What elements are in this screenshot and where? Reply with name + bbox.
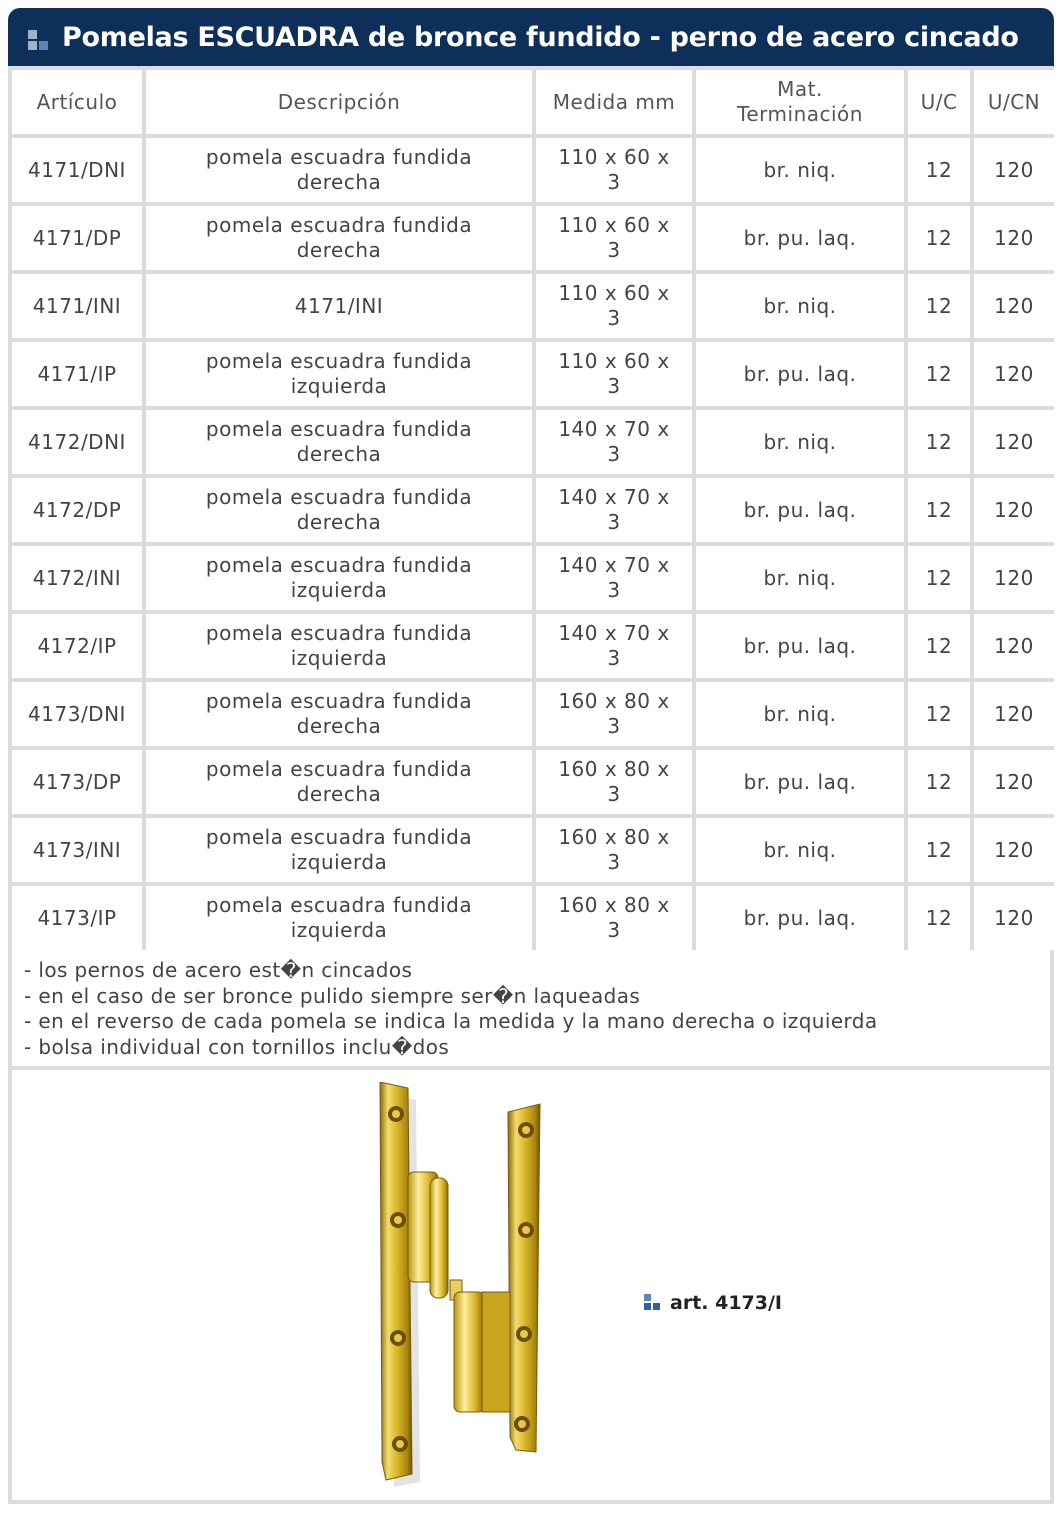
cell-uc — [908, 410, 970, 474]
cell-material — [696, 886, 904, 950]
table-row — [12, 818, 1054, 882]
cell-uc-text: 12 — [925, 905, 953, 930]
cell-ucn-text: 120 — [994, 837, 1034, 862]
cell-medida-text: 160 x 80 x — [558, 689, 670, 713]
cell-ucn-text: 120 — [994, 157, 1034, 182]
cell-articulo-text: 4172/DNI — [28, 429, 126, 454]
cell-descripcion-text: pomela escuadra fundida — [205, 621, 473, 645]
cell-ucn-text: 120 — [994, 361, 1034, 386]
table-row — [12, 138, 1054, 202]
cell-medida-text: 110 x 60 x — [558, 145, 670, 169]
cell-medida-text: 160 x 80 x — [558, 825, 670, 849]
cell-descripcion — [146, 410, 532, 474]
cell-medida-text: 140 x 70 x — [558, 553, 670, 577]
cell-ucn — [974, 342, 1054, 406]
cell-medida-text: 3 — [607, 442, 621, 466]
cell-articulo — [12, 682, 142, 746]
cell-articulo — [12, 478, 142, 542]
table-row — [12, 342, 1054, 406]
product-frame — [8, 66, 1054, 1504]
cell-descripcion-text: pomela escuadra fundida — [205, 757, 473, 781]
cell-articulo — [12, 818, 142, 882]
table-row — [12, 614, 1054, 678]
cell-uc-text: 12 — [925, 701, 953, 726]
cell-descripcion-text: pomela escuadra fundida — [205, 213, 473, 237]
cell-ucn — [974, 410, 1054, 474]
cell-articulo-text: 4173/IP — [37, 905, 117, 930]
logo-squares-icon — [28, 30, 50, 52]
cell-material — [696, 818, 904, 882]
cell-uc-text: 12 — [925, 293, 953, 318]
table-row — [12, 274, 1054, 338]
cell-medida — [536, 546, 692, 610]
cell-descripcion — [146, 818, 532, 882]
cell-ucn — [974, 750, 1054, 814]
cell-uc-text: 12 — [925, 837, 953, 862]
cell-material-text: br. pu. laq. — [743, 361, 857, 386]
cell-medida-text: 3 — [607, 646, 621, 670]
cell-medida-text: 110 x 60 x — [558, 349, 670, 373]
cell-medida — [536, 682, 692, 746]
cell-uc-text: 12 — [925, 565, 953, 590]
page-title: Pomelas ESCUADRA de bronce fundido - perno de acero cincado — [62, 21, 1019, 53]
cell-material-text: br. pu. laq. — [743, 633, 857, 658]
cell-uc — [908, 478, 970, 542]
header-descripcion: Descripción — [146, 70, 532, 134]
note-line: - en el caso de ser bronce pulido siempre ser�n laqueadas — [24, 983, 641, 1008]
cell-descripcion-text: izquierda — [290, 850, 388, 874]
cell-articulo — [12, 206, 142, 270]
header-material — [696, 70, 904, 134]
header-uc: U/C — [908, 70, 970, 134]
cell-articulo-text: 4171/INI — [32, 293, 122, 318]
cell-medida-text: 140 x 70 x — [558, 485, 670, 509]
cell-articulo — [12, 274, 142, 338]
cell-medida — [536, 206, 692, 270]
cell-material — [696, 138, 904, 202]
cell-descripcion — [146, 274, 532, 338]
cell-medida-text: 3 — [607, 510, 621, 534]
cell-material — [696, 274, 904, 338]
cell-medida-text: 3 — [607, 170, 621, 194]
cell-medida-text: 140 x 70 x — [558, 417, 670, 441]
cell-ucn-text: 120 — [994, 633, 1034, 658]
cell-material-text: br. pu. laq. — [743, 905, 857, 930]
cell-descripcion-text: izquierda — [290, 578, 388, 602]
header-material-line2: Terminación — [737, 102, 863, 126]
cell-medida — [536, 342, 692, 406]
cell-uc — [908, 546, 970, 610]
table-row — [12, 546, 1054, 610]
cell-descripcion-text: pomela escuadra fundida — [205, 825, 473, 849]
cell-medida-text: 3 — [607, 306, 621, 330]
cell-medida — [536, 138, 692, 202]
cell-uc — [908, 818, 970, 882]
cell-articulo-text: 4173/DNI — [28, 701, 126, 726]
cell-ucn — [974, 478, 1054, 542]
table-row — [12, 478, 1054, 542]
cell-descripcion — [146, 750, 532, 814]
header-ucn: U/CN — [974, 70, 1054, 134]
hinge-photo-icon — [368, 1082, 568, 1492]
cell-descripcion-text: pomela escuadra fundida — [205, 893, 473, 917]
cell-descripcion-text: derecha — [296, 170, 382, 194]
cell-medida-text: 3 — [607, 918, 621, 942]
photo-caption-text: art. 4173/I — [670, 1292, 782, 1314]
cell-articulo-text: 4172/DP — [32, 497, 122, 522]
cell-uc — [908, 886, 970, 950]
header-articulo: Artículo — [12, 70, 142, 134]
table-header-row — [12, 70, 1054, 134]
cell-material — [696, 410, 904, 474]
cell-medida-text: 3 — [607, 782, 621, 806]
photo-caption — [644, 1292, 782, 1314]
cell-articulo — [12, 614, 142, 678]
product-table — [8, 66, 1056, 954]
notes-block — [12, 950, 1050, 1066]
cell-descripcion-text: pomela escuadra fundida — [205, 145, 473, 169]
cell-descripcion — [146, 614, 532, 678]
cell-articulo-text: 4171/IP — [37, 361, 117, 386]
cell-ucn — [974, 614, 1054, 678]
cell-descripcion-text: pomela escuadra fundida — [205, 485, 473, 509]
cell-medida — [536, 750, 692, 814]
cell-descripcion-text: izquierda — [290, 374, 388, 398]
cell-descripcion — [146, 342, 532, 406]
cell-uc-text: 12 — [925, 157, 953, 182]
cell-medida-text: 3 — [607, 714, 621, 738]
cell-uc-text: 12 — [925, 633, 953, 658]
cell-descripcion-text: derecha — [296, 714, 382, 738]
cell-articulo — [12, 410, 142, 474]
cell-medida — [536, 886, 692, 950]
cell-material-text: br. pu. laq. — [743, 225, 857, 250]
cell-descripcion — [146, 138, 532, 202]
cell-descripcion-text: izquierda — [290, 918, 388, 942]
cell-medida — [536, 818, 692, 882]
table-row — [12, 750, 1054, 814]
cell-articulo — [12, 342, 142, 406]
cell-ucn-text: 120 — [994, 701, 1034, 726]
cell-uc-text: 12 — [925, 769, 953, 794]
cell-material-text: br. niq. — [763, 565, 837, 590]
cell-descripcion-text: derecha — [296, 442, 382, 466]
table-row — [12, 886, 1054, 950]
cell-material — [696, 478, 904, 542]
cell-descripcion-text: pomela escuadra fundida — [205, 349, 473, 373]
cell-medida-text: 3 — [607, 374, 621, 398]
cell-medida — [536, 614, 692, 678]
cell-descripcion — [146, 682, 532, 746]
cell-medida-text: 3 — [607, 578, 621, 602]
cell-ucn-text: 120 — [994, 293, 1034, 318]
header-medida: Medida mm — [536, 70, 692, 134]
cell-ucn-text: 120 — [994, 225, 1034, 250]
cell-articulo — [12, 138, 142, 202]
cell-material-text: br. niq. — [763, 429, 837, 454]
cell-descripcion-text: pomela escuadra fundida — [205, 553, 473, 577]
cell-descripcion-text: pomela escuadra fundida — [205, 689, 473, 713]
cell-descripcion — [146, 546, 532, 610]
cell-articulo — [12, 750, 142, 814]
table-row — [12, 206, 1054, 270]
cell-uc-text: 12 — [925, 361, 953, 386]
cell-descripcion-text: pomela escuadra fundida — [205, 417, 473, 441]
cell-articulo-text: 4173/DP — [32, 769, 122, 794]
cell-uc — [908, 138, 970, 202]
cell-uc — [908, 682, 970, 746]
cell-articulo-text: 4171/DP — [32, 225, 122, 250]
cell-ucn — [974, 274, 1054, 338]
cell-material-text: br. niq. — [763, 293, 837, 318]
cell-medida — [536, 274, 692, 338]
cell-uc-text: 12 — [925, 225, 953, 250]
cell-material-text: br. pu. laq. — [743, 769, 857, 794]
cell-medida-text: 110 x 60 x — [558, 281, 670, 305]
cell-descripcion-text: derecha — [296, 510, 382, 534]
cell-ucn — [974, 886, 1054, 950]
cell-uc — [908, 750, 970, 814]
cell-ucn — [974, 682, 1054, 746]
cell-articulo — [12, 546, 142, 610]
cell-material — [696, 546, 904, 610]
cell-material — [696, 342, 904, 406]
cell-material — [696, 750, 904, 814]
cell-material — [696, 206, 904, 270]
cell-medida-text: 160 x 80 x — [558, 757, 670, 781]
cell-material-text: br. niq. — [763, 157, 837, 182]
note-line: - en el reverso de cada pomela se indica la medida y la mano derecha o izquierda — [24, 1009, 878, 1033]
cell-descripcion-text: 4171/INI — [294, 293, 384, 318]
cell-ucn-text: 120 — [994, 429, 1034, 454]
cell-descripcion — [146, 206, 532, 270]
cell-articulo-text: 4172/INI — [32, 565, 122, 590]
cell-uc-text: 12 — [925, 429, 953, 454]
note-line: - bolsa individual con tornillos inclu�dos — [24, 1034, 450, 1059]
note-line: - los pernos de acero est�n cincados — [24, 958, 413, 982]
cell-descripcion-text: izquierda — [290, 646, 388, 670]
cell-ucn — [974, 546, 1054, 610]
cell-ucn-text: 120 — [994, 905, 1034, 930]
cell-uc — [908, 274, 970, 338]
cell-ucn — [974, 206, 1054, 270]
cell-material-text: br. niq. — [763, 837, 837, 862]
cell-uc — [908, 342, 970, 406]
header-material-line1: Mat. — [777, 77, 823, 101]
cell-articulo-text: 4173/INI — [32, 837, 122, 862]
cell-uc — [908, 206, 970, 270]
cell-material-text: br. niq. — [763, 701, 837, 726]
cell-descripcion-text: derecha — [296, 782, 382, 806]
cell-ucn — [974, 138, 1054, 202]
logo-squares-icon — [644, 1294, 664, 1312]
table-row — [12, 410, 1054, 474]
cell-ucn — [974, 818, 1054, 882]
photo-area — [12, 1070, 1050, 1500]
cell-uc-text: 12 — [925, 497, 953, 522]
cell-medida-text: 110 x 60 x — [558, 213, 670, 237]
cell-material — [696, 682, 904, 746]
cell-material — [696, 614, 904, 678]
cell-articulo-text: 4172/IP — [37, 633, 117, 658]
cell-ucn-text: 120 — [994, 769, 1034, 794]
cell-ucn-text: 120 — [994, 497, 1034, 522]
cell-descripcion — [146, 478, 532, 542]
cell-articulo-text: 4171/DNI — [28, 157, 126, 182]
cell-medida — [536, 478, 692, 542]
title-bar — [8, 8, 1054, 66]
cell-medida-text: 140 x 70 x — [558, 621, 670, 645]
cell-medida-text: 160 x 80 x — [558, 893, 670, 917]
cell-descripcion — [146, 886, 532, 950]
cell-medida-text: 3 — [607, 850, 621, 874]
cell-uc — [908, 614, 970, 678]
table-row — [12, 682, 1054, 746]
cell-descripcion-text: derecha — [296, 238, 382, 262]
cell-ucn-text: 120 — [994, 565, 1034, 590]
cell-articulo — [12, 886, 142, 950]
cell-medida — [536, 410, 692, 474]
cell-material-text: br. pu. laq. — [743, 497, 857, 522]
cell-medida-text: 3 — [607, 238, 621, 262]
